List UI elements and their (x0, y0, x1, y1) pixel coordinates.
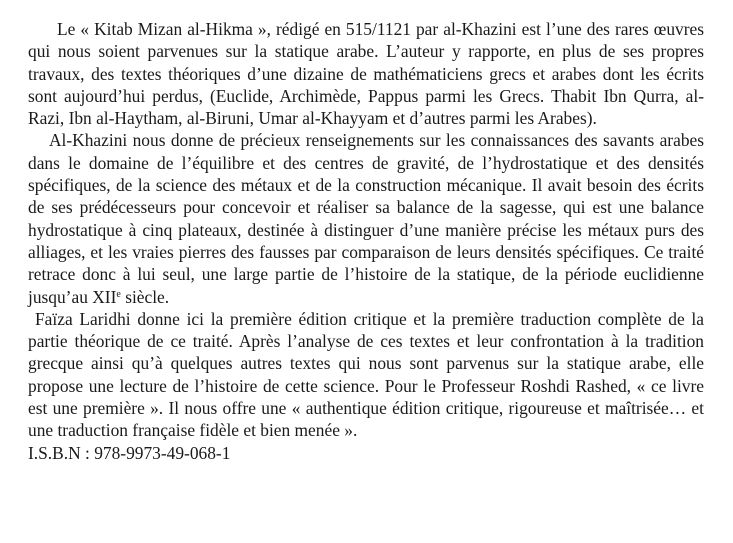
paragraph-intro: Le « Kitab Mizan al-Hikma », rédigé en 515/1121 par al-Khazini est l’une des rares œuvres qui nous soient parvenues sur la statique arabe. L’auteur y rapporte, en plus de ses propres travaux, des textes théoriques d’une dizaine de mathématiciens grecs et arabes dont les écrits sont aujourd’hui perdus, (Euclide, Archimède, Pappus parmi les Grecs. Thabit Ibn Qurra, al-Razi, Ibn al-Haytham, al-Biruni, Umar al-Khayyam et d’autres parmi les Arabes). (28, 19, 704, 129)
paragraph-edition: Faïza Laridhi donne ici la première édition critique et la première traduction complète de la partie théorique de ce traité. Après l’analyse de ces textes et leur confrontation à la tradition grecque ainsi qu’à quelques autres textes qui nous sont parvenus sur la statique arabe, elle propose une lecture de l’histoire de cette science. Pour le Professeur Roshdi Rashed, « ce livre est une première ». Il nous offre une « authentique édition critique, rigoureuse et maîtrisée… et une traduction française fidèle et bien menée ». (28, 308, 704, 441)
isbn-line: I.S.B.N : 978-9973-49-068-1 (28, 442, 231, 463)
document-body (28, 18, 704, 464)
paragraph-khazini-text: Al-Khazini nous donne de précieux renseignements sur les connaissances des savants arabes dans le domaine de l’équilibre et des centres de gravité, de l’hydrostatique et des densités spécifiques, de la science des métaux et de la construction mécanique. Il avait besoin des écrits de ses prédécesseurs pour concevoir et réaliser sa balance de la sagesse, qui est une balance hydrostatique à cinq plateaux, destinée à distinguer d’une manière précise les métaux purs des alliages, et les vraies pierres des fausses par comparaison de leurs densités spécifiques. Ce traité retrace donc à lui seul, une large partie de l’histoire de la statique, de la période euclidienne jusqu’au XII (28, 130, 704, 307)
paragraph-khazini (28, 129, 704, 307)
century-superscript: e (116, 288, 121, 300)
paragraph-khazini-end: siècle. (120, 286, 170, 307)
